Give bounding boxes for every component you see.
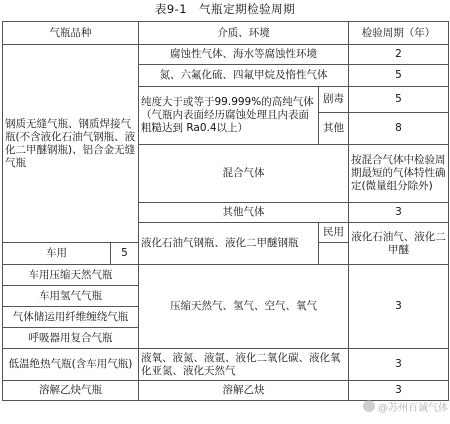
- period-cell: 5: [349, 65, 449, 87]
- sub-label-cell: 车用: [3, 243, 111, 265]
- cylinder-type-cell: 呼吸器用复合气瓶: [3, 328, 139, 349]
- cylinder-type-lpg: 液化石油气钢瓶、液化二甲醚钢瓶: [139, 223, 319, 265]
- table-row: [3, 349, 449, 381]
- sub-label-cell: 剧毒: [319, 87, 349, 113]
- header-medium: 介质、环境: [139, 22, 349, 45]
- cylinder-type-cell: 车用氢气气瓶: [3, 286, 139, 307]
- table-row: [3, 45, 449, 65]
- table-row: [3, 265, 449, 286]
- cylinder-type-cell: 气体储运用纤维缠绕气瓶: [3, 307, 139, 328]
- period-cell: 3: [349, 349, 449, 381]
- sub-label-cell: 民用: [319, 223, 349, 243]
- medium-cell: 液氧、液氮、液氩、液化二氧化碳、液化氧化亚氮、液化天然气: [139, 349, 349, 381]
- period-cell: 2: [349, 45, 449, 65]
- cylinder-type-cell: 溶解乙炔气瓶: [3, 381, 139, 401]
- period-cell: 5: [111, 243, 139, 265]
- period-cell: 8: [349, 113, 449, 145]
- sub-label-cell: 其他: [319, 113, 349, 145]
- period-cell: 3: [349, 203, 449, 223]
- medium-cell: 氮、六氟化硫、四氟甲烷及惰性气体: [139, 65, 349, 87]
- cylinder-type-steel: 钢质无缝气瓶、钢质焊接气瓶(不含液化石油气钢瓶、液化二甲醚钢瓶)、铝合金无缝气瓶: [3, 45, 139, 243]
- cylinder-type-cell: 低温绝热气瓶(含车用气瓶): [3, 349, 139, 381]
- medium-cell-high-purity: 纯度大于或等于99.999%的高纯气体（气瓶内表面经历腐蚀处理且内表面粗糙达到 Ra0.4以上）: [139, 87, 319, 145]
- medium-cell: 其他气体: [139, 203, 349, 223]
- period-cell: 3: [349, 265, 449, 349]
- watermark-logo-icon: [363, 400, 375, 412]
- medium-cell: 液化石油气、液化二甲醚: [349, 223, 449, 265]
- medium-cell: 溶解乙炔: [139, 381, 349, 401]
- header-period: 检验周期（年）: [349, 22, 449, 45]
- cylinder-type-cell: 车用压缩天然气瓶: [3, 265, 139, 286]
- watermark-text: @苏州百诚气体: [378, 402, 448, 414]
- period-cell: 5: [349, 87, 449, 113]
- header-row: [3, 22, 449, 45]
- inspection-period-table: [2, 21, 449, 401]
- period-cell: 3: [349, 381, 449, 401]
- period-cell: 按混合气体中检验周期最短的气体特性确定(微量组分除外): [349, 145, 449, 203]
- medium-cell: 腐蚀性气体、海水等腐蚀性环境: [139, 45, 349, 65]
- medium-cell: 混合气体: [139, 145, 349, 203]
- header-type: 气瓶品种: [3, 22, 139, 45]
- table-title: 表9-1 气瓶定期检验周期: [154, 2, 296, 16]
- medium-cell: 压缩天然气、氢气、空气、氧气: [139, 265, 349, 349]
- watermark: [363, 398, 448, 414]
